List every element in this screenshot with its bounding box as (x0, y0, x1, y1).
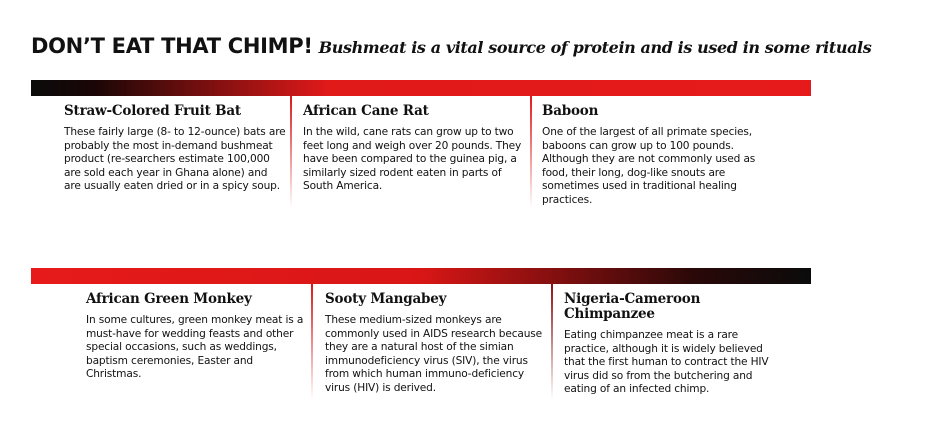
column-divider (311, 284, 313, 400)
entry-body: These fairly large (8- to 12-ounce) bats are probably the most in-demand bushmeat product (re-searchers estimate 100,000 are sold each year in Ghana alone) and are usually eaten dried or in a spicy soup. (64, 126, 286, 192)
entry-baboon (542, 104, 767, 207)
column-divider (290, 96, 292, 208)
entry-title: African Cane Rat (303, 103, 429, 119)
top-gradient-bar (31, 80, 811, 96)
entry-title: African Green Monkey (86, 291, 252, 307)
entry-african-green-monkey (86, 292, 304, 382)
entry-straw-colored-fruit-bat (64, 104, 286, 194)
headline-deck: Bushmeat is a vital source of protein and is used in some rituals (318, 38, 872, 57)
entry-body: Eating chimpanzee meat is a rare practice, although it is widely believed that the first human to contract the HIV virus did so from the butchering and eating of an infected chimp. (564, 329, 769, 395)
entry-body: In some cultures, green monkey meat is a must-have for wedding feasts and other special occasions, such as weddings, baptism ceremonies, Easter and Christmas. (86, 314, 304, 380)
entry-body: One of the largest of all primate species, baboons can grow up to 100 pounds. Although they are not commonly used as food, their long, dog-like snouts are sometimes used in traditional healing practices. (542, 126, 756, 206)
entry-body: These medium-sized monkeys are commonly used in AIDS research because they are a natural host of the simian immunodeficiency virus (SIV), the virus from which human immuno-deficiency virus (HIV) is derived. (325, 314, 543, 394)
entry-title: Nigeria-Cameroon Chimpanzee (564, 291, 701, 322)
headline (31, 34, 871, 58)
entry-body: In the wild, cane rats can grow up to two feet long and weigh over 20 pounds. They have been compared to the guinea pig, a similarly sized rodent eaten in parts of South America. (303, 126, 522, 192)
entry-african-cane-rat (303, 104, 525, 194)
entry-title: Straw-Colored Fruit Bat (64, 103, 241, 119)
entry-sooty-mangabey (325, 292, 543, 395)
entry-nigeria-cameroon-chimpanzee (564, 292, 776, 397)
column-divider (530, 96, 532, 208)
entry-title: Sooty Mangabey (325, 291, 447, 307)
entry-title: Baboon (542, 103, 599, 119)
bottom-gradient-bar (31, 268, 811, 284)
column-divider (551, 284, 553, 400)
headline-title: DON’T EAT THAT CHIMP! (31, 34, 313, 58)
